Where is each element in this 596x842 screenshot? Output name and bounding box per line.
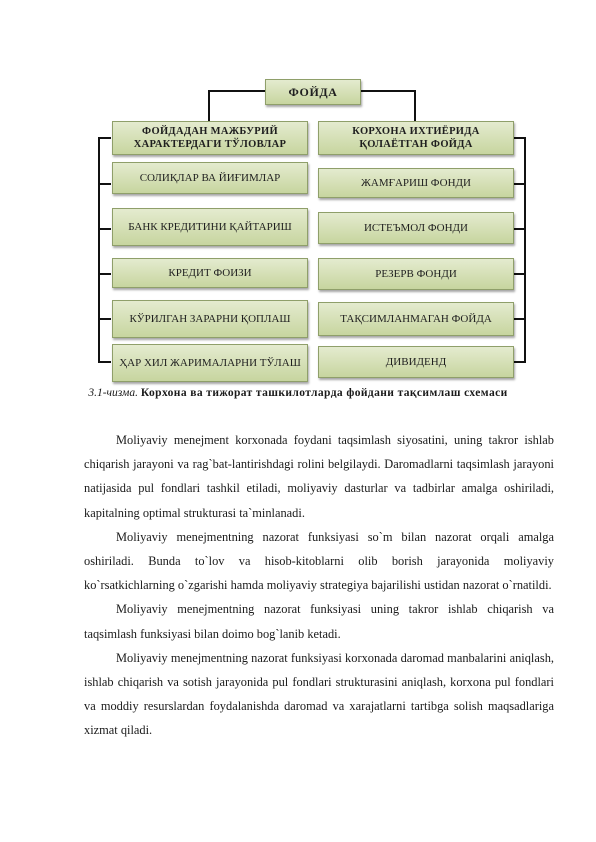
connector-line xyxy=(208,90,210,122)
right-bracket-line xyxy=(524,137,526,363)
right-bracket-line xyxy=(513,361,526,363)
right-bracket-line xyxy=(513,137,526,139)
figure-title: Корхона ва тижорат ташкилотларда фойдани тақсимлаш схемаси xyxy=(140,387,508,399)
right-item-undistributed-profit: ТАҚСИМЛАНМАГАН ФОЙДА xyxy=(318,302,514,336)
right-item-accumulation-fund: ЖАМҒАРИШ ФОНДИ xyxy=(318,168,514,198)
left-item-bank-credit: БАНК КРЕДИТИНИ ҚАЙТАРИШ xyxy=(112,208,308,246)
left-item-loss-coverage: КЎРИЛГАН ЗАРАРНИ ҚОПЛАШ xyxy=(112,300,308,338)
right-bracket-line xyxy=(513,183,526,185)
connector-line xyxy=(414,90,416,122)
left-bracket-line xyxy=(98,273,111,275)
left-bracket-line xyxy=(98,228,111,230)
paragraph: Moliyaviy menejment korxonada foydani taqsimlash siyosatini, uning takror ishlab chiqarish jarayoni va rag`bat-lantirishdagi rolini belgilaydi. Daromadlarni taqsimlash jarayoni natijasida pul fondlari tashkil etiladi, moliyaviy dasturlar va tadbirlar amalga oshiriladi, kapitalning optimal strukturasi ta`minlanadi. xyxy=(84,433,554,520)
left-item-fines: ҲАР ХИЛ ЖАРИМАЛАРНИ ТЎЛАШ xyxy=(112,344,308,382)
left-bracket-line xyxy=(98,318,111,320)
connector-line xyxy=(360,90,416,92)
left-bracket-line xyxy=(98,137,100,363)
left-header-box: ФОЙДАДАН МАЖБУРИЙ ХАРАКТЕРДАГИ ТЎЛОВЛАР xyxy=(112,121,308,155)
left-bracket-line xyxy=(98,183,111,185)
left-bracket-line xyxy=(98,361,111,363)
body-text xyxy=(84,428,554,743)
connector-line xyxy=(208,90,266,92)
paragraph: Moliyaviy menejmentning nazorat funksiyasi uning takror ishlab chiqarish va taqsimlash funksiyasi bilan doimo bog`lanib ketadi. xyxy=(84,602,554,641)
right-bracket-line xyxy=(513,318,526,320)
left-bracket-line xyxy=(98,137,111,139)
right-header-box: КОРХОНА ИХТИЁРИДА ҚОЛАЁТГАН ФОЙДА xyxy=(318,121,514,155)
figure-caption xyxy=(60,386,536,401)
right-bracket-line xyxy=(513,228,526,230)
right-item-consumption-fund: ИСТЕЪМОЛ ФОНДИ xyxy=(318,212,514,244)
left-item-credit-interest: КРЕДИТ ФОИЗИ xyxy=(112,258,308,288)
paragraph: Moliyaviy menejmentning nazorat funksiyasi so`m bilan nazorat orqali amalga oshiriladi. Bunda to`lov va hisob-kitoblarni olib borish jarayonida moliyaviy ko`rsatkichlarning o`zgarishi hamda moliyaviy strategiya bajarilishi ustidan nazorat o`rnatildi. xyxy=(84,529,554,593)
root-box: ФОЙДА xyxy=(265,79,361,105)
paragraph: Moliyaviy menejmentning nazorat funksiyasi korxonada daromad manbalarini aniqlash, ishlab chiqarish va sotish jarayonida pul fondlari strukturasini aniqlash, korxona pul fondlari va moddiy resurslardan foydalanishda daromad va xarajatlarni tartibga solish maqsadlariga xizmat qiladi. xyxy=(84,650,554,738)
profit-distribution-diagram xyxy=(0,0,596,390)
right-bracket-line xyxy=(513,273,526,275)
figure-number: 3.1-чизма. xyxy=(88,387,138,399)
right-item-dividend: ДИВИДЕНД xyxy=(318,346,514,378)
left-item-taxes: СОЛИҚЛАР ВА ЙИҒИМЛАР xyxy=(112,162,308,194)
right-item-reserve-fund: РЕЗЕРВ ФОНДИ xyxy=(318,258,514,290)
